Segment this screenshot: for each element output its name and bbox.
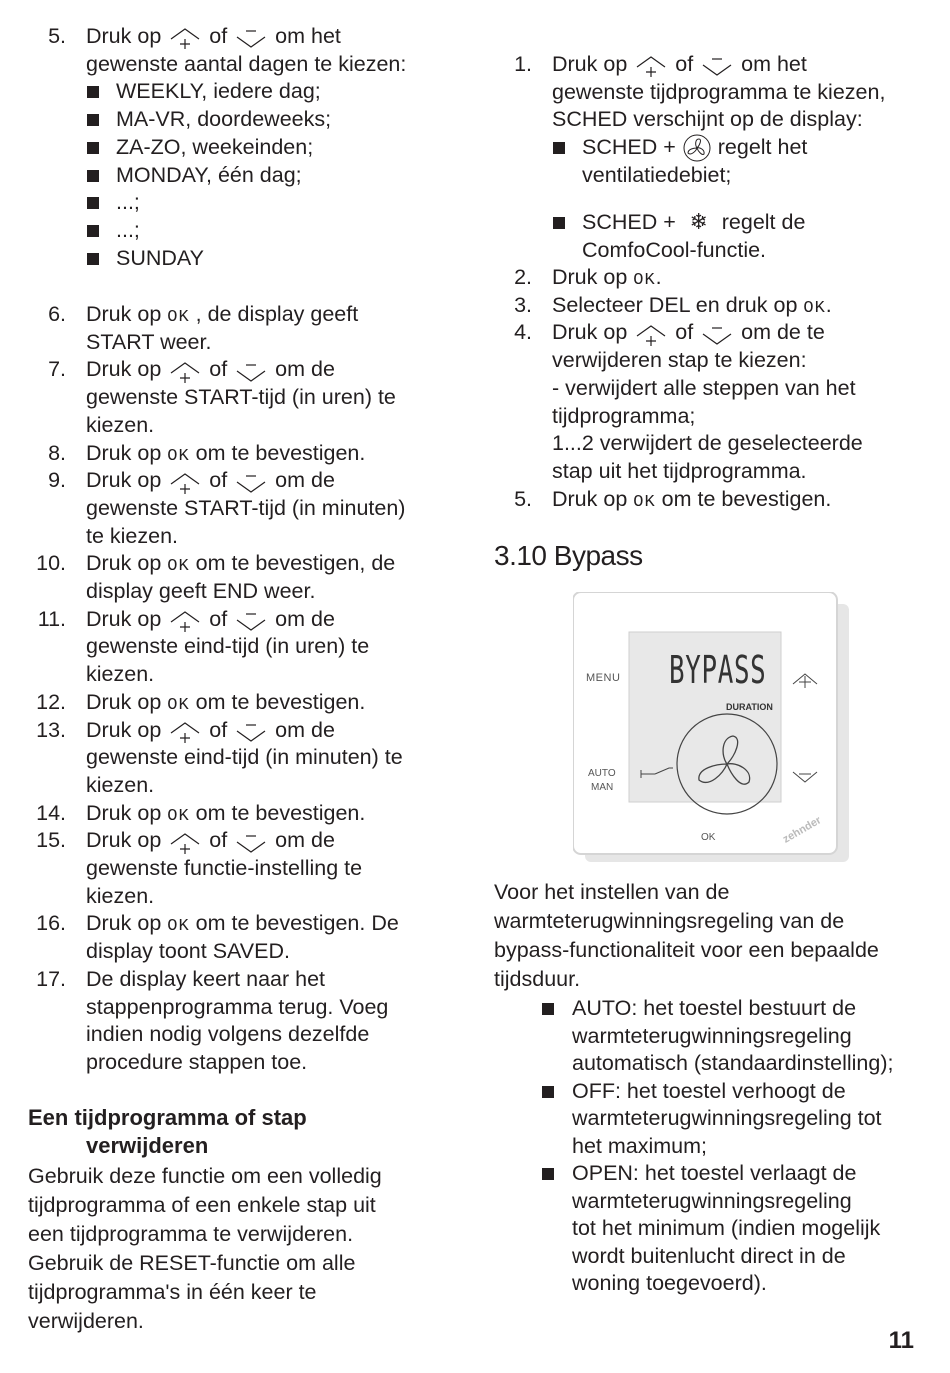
device-menu-label: MENU: [586, 672, 621, 684]
step-text-line: stap uit het tijdprogramma.: [552, 458, 807, 483]
step-number: 5.: [48, 24, 66, 48]
bullet-text: AUTO: het toestel bestuurt de: [572, 996, 857, 1020]
bullet-text: OFF: het toestel verhoogt de: [572, 1078, 846, 1103]
bullet-square: [542, 1003, 554, 1015]
up-arrow-plus-icon: [167, 830, 203, 854]
paragraph-line: een tijdprogramma te verwijderen.: [28, 1222, 354, 1246]
down-arrow-minus-icon: [699, 322, 735, 346]
subheading: verwijderen: [86, 1133, 209, 1158]
bullet-square: [87, 170, 99, 182]
up-arrow-plus-icon: [167, 359, 203, 383]
step-text-line: Selecteer DEL en druk op OK.: [552, 292, 832, 318]
paragraph-line: Gebruik deze functie om een volledig: [28, 1164, 382, 1188]
step-number: 17.: [36, 966, 66, 991]
step-text-line: Druk op of om het: [86, 24, 341, 48]
step-text-line: Druk op of om de: [86, 717, 335, 742]
bullet-text: SCHED + ❄ regelt de: [582, 210, 806, 235]
step-text-line: kiezen.: [86, 772, 155, 797]
step-text-line: Druk op of om de: [86, 606, 335, 631]
bullet-square: [87, 253, 99, 265]
ok-button-icon: OK: [167, 917, 190, 937]
step-text-line: stappenprogramma terug. Voeg: [86, 994, 389, 1019]
step-text-line: Druk op of om de: [86, 828, 335, 853]
day-option: MA-VR, doordeweeks;: [116, 107, 332, 132]
zehnder-logo: zehnder: [780, 814, 824, 846]
step-text-line: gewenste eind-tijd (in minuten) te: [86, 745, 403, 770]
day-option: WEEKLY, iedere dag;: [116, 79, 321, 104]
ok-button-icon: OK: [167, 557, 190, 577]
down-arrow-minus-icon: [233, 719, 269, 743]
ok-button-icon: OK: [167, 806, 190, 826]
step-number: 7.: [48, 357, 66, 382]
day-option: ZA-ZO, weekeinden;: [116, 134, 314, 159]
paragraph-line: Voor het instellen van de: [494, 880, 730, 904]
ok-button-icon: OK: [633, 271, 656, 290]
paragraph-line: tijdprogramma of een enkele stap uit: [28, 1193, 376, 1217]
step-number: 8.: [48, 440, 66, 465]
up-arrow-plus-icon: [167, 719, 203, 743]
step-text-line: Druk op OK.: [552, 265, 662, 290]
up-arrow-plus-icon: [633, 322, 669, 346]
paragraph-line: verwijderen.: [28, 1309, 144, 1333]
step-text-line: verwijderen stap te kiezen:: [552, 348, 807, 373]
ok-button-icon: OK: [803, 298, 826, 318]
bullet-text: tot het minimum (indien mogelijk: [572, 1216, 881, 1240]
paragraph-line: warmteterugwinningsregeling van de: [494, 909, 845, 933]
bullet-square: [87, 142, 99, 154]
bullet-square: [542, 1086, 554, 1098]
step-text-line: Druk op OK , de display geeft: [86, 302, 359, 327]
paragraph-line: Gebruik de RESET-functie om alle: [28, 1251, 356, 1275]
step-text-line: display geeft END weer.: [86, 579, 316, 603]
bullet-square: [553, 142, 565, 154]
up-arrow-plus-icon: [167, 25, 203, 49]
step-text-line: Druk op OK om te bevestigen.: [552, 486, 832, 512]
step-number: 12.: [36, 689, 66, 714]
step-text-line: gewenste tijdprogramma te kiezen,: [552, 79, 886, 104]
step-number: 1.: [514, 52, 532, 76]
step-number: 14.: [36, 800, 66, 825]
fan-icon: [682, 133, 712, 163]
step-text-line: gewenste functie-instelling te: [86, 856, 363, 880]
step-text-line: kiezen.: [86, 883, 155, 908]
step-text-line: - verwijdert alle steppen van het: [552, 375, 856, 400]
step-text-line: Druk op of om de: [86, 357, 335, 382]
step-text-line: gewenste START-tijd (in uren) te: [86, 385, 396, 410]
step-number: 13.: [36, 717, 66, 742]
bullet-text: automatisch (standaardinstelling);: [572, 1051, 894, 1075]
device-auto-label: AUTO: [588, 768, 616, 779]
down-arrow-minus-icon: [233, 470, 269, 494]
step-text-line: gewenste aantal dagen te kiezen:: [86, 51, 407, 76]
page-number: 11: [888, 1327, 914, 1354]
bullet-square: [87, 197, 99, 209]
step-number: 11.: [37, 606, 66, 631]
step-text-line: indien nodig volgens dezelfde: [86, 1022, 370, 1047]
bullet-square: [553, 217, 565, 229]
device-ok-label: OK: [701, 832, 716, 843]
ok-button-icon: OK: [167, 695, 190, 715]
paragraph-line: tijdprogramma's in één keer te: [28, 1280, 317, 1304]
paragraph-line: tijdsduur.: [494, 967, 581, 991]
day-option: MONDAY, één dag;: [116, 162, 302, 187]
step-text-line: Druk op OK om te bevestigen, de: [86, 551, 396, 577]
step-text-line: gewenste START-tijd (in minuten): [86, 495, 406, 520]
step-number: 3.: [514, 292, 532, 317]
bullet-text: warmteterugwinningsregeling: [572, 1188, 852, 1213]
step-text-line: Druk op of om de te: [552, 320, 825, 345]
day-option: ...;: [116, 190, 140, 215]
bullet-text: warmteterugwinningsregeling tot: [572, 1106, 882, 1130]
step-text-line: SCHED verschijnt op de display:: [552, 107, 863, 132]
bullet-text: SCHED + regelt het: [582, 133, 807, 163]
up-arrow-plus-icon: [167, 470, 203, 494]
step-number: 2.: [514, 265, 532, 289]
bullet-square: [87, 86, 99, 98]
step-text-line: Druk op OK om te bevestigen.: [86, 689, 366, 715]
step-text-line: kiezen.: [86, 662, 155, 687]
step-number: 10.: [36, 551, 66, 576]
step-text-line: kiezen.: [86, 412, 155, 437]
day-option: ...;: [116, 217, 140, 242]
step-text-line: tijdprogramma;: [552, 403, 696, 428]
subheading: Een tijdprogramma of stap: [28, 1105, 307, 1130]
step-text-line: Druk op OK om te bevestigen.: [86, 440, 366, 466]
bullet-text: ComfoCool-functie.: [582, 237, 767, 262]
device-duration-label: DURATION: [726, 702, 773, 712]
up-arrow-plus-icon: [167, 608, 203, 632]
down-arrow-minus-icon: [233, 359, 269, 383]
device-display-text: BYPASS: [669, 648, 767, 692]
step-text-line: Druk op OK om te bevestigen. De: [86, 911, 399, 937]
bullet-text: wordt buitenlucht direct in de: [572, 1243, 846, 1268]
step-text-line: display toont SAVED.: [86, 939, 290, 964]
bullet-text: OPEN: het toestel verlaagt de: [572, 1161, 857, 1185]
step-text-line: Druk op of om het: [552, 52, 807, 76]
step-number: 6.: [48, 302, 66, 326]
step-text-line: Druk op of om de: [86, 468, 335, 493]
step-number: 5.: [514, 486, 532, 511]
step-number: 15.: [36, 828, 66, 853]
snowflake-icon: ❄: [689, 210, 708, 235]
bullet-square: [87, 225, 99, 237]
device-man-label: MAN: [591, 782, 614, 793]
step-text-line: Druk op OK om te bevestigen.: [86, 800, 366, 826]
step-number: 4.: [514, 320, 532, 345]
paragraph-line: bypass-functionaliteit voor een bepaalde: [494, 938, 879, 962]
bullet-text: ventilatiedebiet;: [582, 162, 732, 187]
bullet-square: [87, 114, 99, 126]
step-number: 16.: [36, 911, 66, 936]
step-text-line: te kiezen.: [86, 523, 179, 548]
down-arrow-minus-icon: [233, 608, 269, 632]
bullet-text: warmteterugwinningsregeling: [572, 1023, 852, 1048]
step-number: 9.: [48, 468, 66, 493]
down-arrow-minus-icon: [699, 53, 735, 77]
step-text-line: gewenste eind-tijd (in uren) te: [86, 634, 370, 659]
day-option: SUNDAY: [116, 245, 205, 270]
step-text-line: 1...2 verwijdert de geselecteerde: [552, 431, 863, 456]
section-heading: 3.10 Bypass: [494, 540, 643, 571]
step-text-line: START weer.: [86, 329, 212, 354]
bypass-device-illustration: [573, 592, 851, 864]
bullet-text: woning toegevoerd).: [572, 1271, 767, 1295]
ok-button-icon: OK: [633, 492, 656, 512]
step-text-line: procedure stappen toe.: [86, 1049, 308, 1074]
ok-button-icon: OK: [167, 446, 190, 466]
bullet-text: het maximum;: [572, 1133, 708, 1158]
down-arrow-minus-icon: [233, 830, 269, 854]
down-arrow-minus-icon: [233, 25, 269, 49]
up-arrow-plus-icon: [633, 53, 669, 77]
bullet-square: [542, 1168, 554, 1180]
step-text-line: De display keert naar het: [86, 966, 326, 991]
ok-button-icon: OK: [167, 308, 190, 327]
